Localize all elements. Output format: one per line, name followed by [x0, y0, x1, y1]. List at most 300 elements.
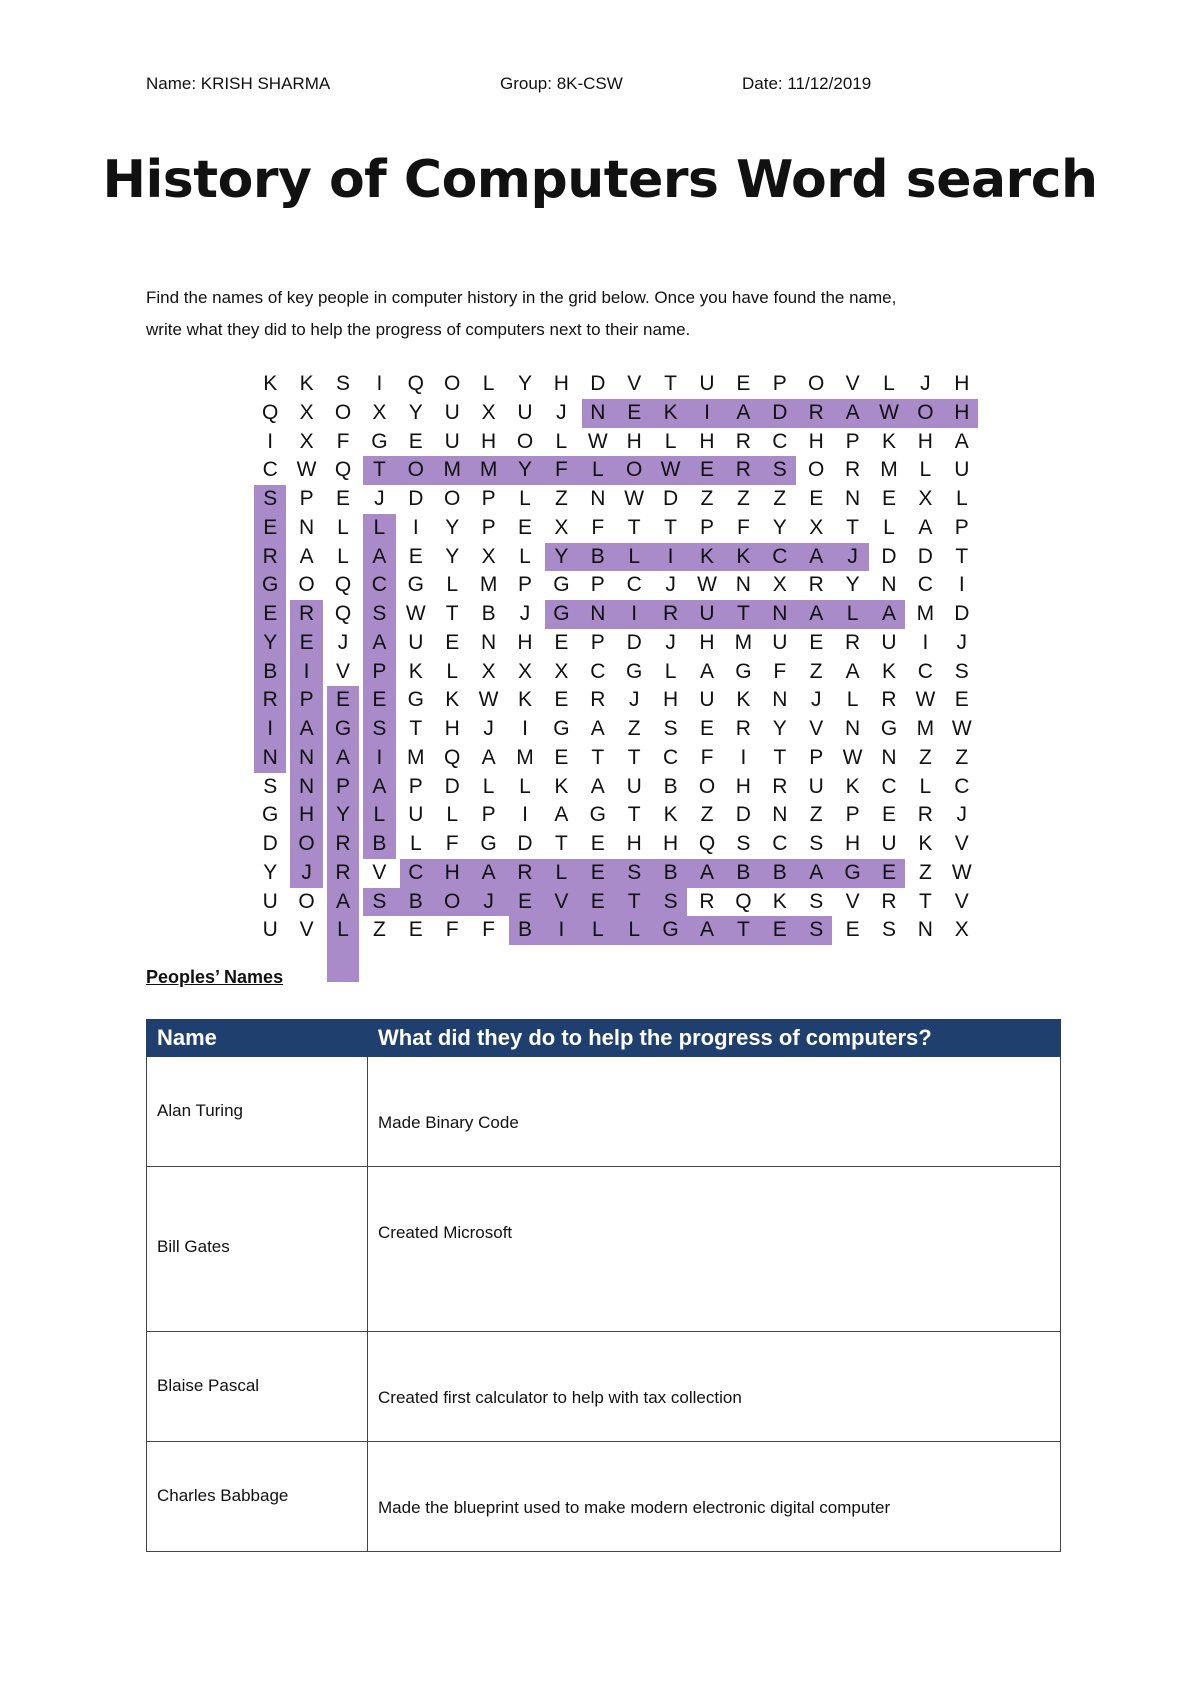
- grid-letter[interactable]: U: [881, 630, 897, 654]
- grid-letter[interactable]: H: [699, 429, 715, 453]
- grid-letter[interactable]: W: [296, 458, 317, 482]
- grid-letter[interactable]: X: [299, 400, 314, 424]
- grid-letter[interactable]: L: [446, 573, 459, 597]
- grid-letter[interactable]: G: [262, 573, 279, 597]
- grid-letter[interactable]: C: [881, 774, 897, 798]
- grid-letter[interactable]: U: [699, 372, 715, 395]
- grid-letter[interactable]: T: [918, 889, 932, 913]
- grid-letter[interactable]: G: [626, 659, 643, 683]
- grid-letter[interactable]: H: [517, 630, 533, 654]
- grid-letter[interactable]: W: [842, 745, 863, 769]
- grid-letter[interactable]: I: [522, 803, 528, 827]
- grid-letter[interactable]: X: [772, 573, 787, 597]
- grid-letter[interactable]: E: [627, 400, 642, 424]
- grid-letter[interactable]: F: [336, 429, 350, 453]
- grid-letter[interactable]: K: [517, 688, 532, 712]
- grid-letter[interactable]: M: [916, 602, 935, 625]
- grid-letter[interactable]: K: [663, 400, 678, 424]
- grid-letter[interactable]: D: [735, 803, 751, 827]
- grid-letter[interactable]: A: [299, 544, 314, 568]
- grid-letter[interactable]: C: [772, 544, 788, 568]
- grid-letter[interactable]: J: [956, 803, 968, 827]
- grid-letter[interactable]: F: [591, 515, 605, 539]
- grid-letter[interactable]: G: [553, 573, 570, 597]
- grid-letter[interactable]: A: [809, 544, 824, 568]
- grid-letter[interactable]: U: [408, 803, 424, 827]
- grid-letter[interactable]: N: [735, 573, 751, 597]
- grid-letter[interactable]: L: [446, 659, 459, 683]
- grid-letter[interactable]: A: [845, 659, 860, 683]
- grid-letter[interactable]: C: [772, 832, 788, 855]
- grid-letter[interactable]: A: [809, 602, 824, 625]
- grid-letter[interactable]: J: [847, 544, 858, 568]
- grid-letter[interactable]: H: [917, 429, 933, 453]
- grid-letter[interactable]: S: [372, 717, 387, 740]
- grid-letter[interactable]: O: [444, 889, 461, 913]
- grid-letter[interactable]: R: [845, 630, 861, 654]
- grid-letter[interactable]: M: [479, 458, 498, 482]
- grid-letter[interactable]: J: [483, 717, 494, 740]
- grid-letter[interactable]: P: [772, 372, 787, 395]
- grid-letter[interactable]: N: [299, 745, 315, 769]
- grid-letter[interactable]: G: [407, 573, 424, 597]
- grid-letter[interactable]: U: [262, 889, 278, 913]
- grid-letter[interactable]: M: [479, 573, 498, 597]
- contribution-cell[interactable]: [368, 1167, 1061, 1332]
- grid-letter[interactable]: C: [371, 573, 387, 597]
- grid-letter[interactable]: F: [445, 832, 459, 855]
- grid-letter[interactable]: L: [591, 918, 604, 942]
- grid-letter[interactable]: B: [517, 918, 532, 942]
- grid-letter[interactable]: Z: [918, 860, 932, 884]
- grid-letter[interactable]: L: [482, 372, 495, 395]
- grid-letter[interactable]: A: [954, 429, 969, 453]
- grid-letter[interactable]: G: [880, 717, 898, 740]
- grid-letter[interactable]: S: [627, 860, 642, 884]
- grid-letter[interactable]: C: [954, 774, 970, 798]
- grid-letter[interactable]: Y: [408, 400, 423, 424]
- grid-letter[interactable]: E: [699, 717, 714, 740]
- grid-letter[interactable]: O: [917, 400, 934, 424]
- grid-letter[interactable]: W: [915, 688, 936, 712]
- grid-letter[interactable]: D: [444, 774, 460, 798]
- grid-letter[interactable]: M: [880, 458, 898, 482]
- grid-letter[interactable]: V: [335, 659, 350, 683]
- grid-letter[interactable]: S: [772, 458, 787, 482]
- grid-letter[interactable]: R: [663, 602, 679, 625]
- grid-letter[interactable]: L: [919, 458, 932, 482]
- grid-letter[interactable]: N: [772, 803, 788, 827]
- grid-letter[interactable]: O: [626, 458, 643, 482]
- grid-letter[interactable]: Z: [809, 659, 823, 683]
- grid-letter[interactable]: Z: [700, 487, 714, 510]
- grid-letter[interactable]: E: [736, 372, 751, 395]
- grid-letter[interactable]: H: [626, 429, 642, 453]
- grid-letter[interactable]: A: [372, 774, 387, 798]
- grid-letter[interactable]: L: [337, 515, 349, 539]
- grid-letter[interactable]: J: [519, 602, 531, 625]
- grid-letter[interactable]: C: [408, 860, 424, 884]
- grid-letter[interactable]: P: [517, 573, 532, 597]
- grid-letter[interactable]: B: [772, 860, 787, 884]
- grid-letter[interactable]: Y: [554, 544, 569, 568]
- grid-letter[interactable]: I: [631, 602, 638, 625]
- grid-letter[interactable]: I: [704, 400, 710, 424]
- grid-letter[interactable]: Z: [372, 918, 386, 942]
- grid-letter[interactable]: H: [444, 717, 460, 740]
- grid-letter[interactable]: E: [590, 860, 605, 884]
- grid-letter[interactable]: H: [808, 429, 824, 453]
- grid-letter[interactable]: J: [337, 630, 349, 654]
- grid-letter[interactable]: H: [954, 400, 970, 424]
- grid-letter[interactable]: N: [299, 774, 315, 798]
- grid-letter[interactable]: J: [665, 630, 676, 654]
- grid-letter[interactable]: U: [808, 774, 824, 798]
- grid-letter[interactable]: R: [917, 803, 933, 827]
- grid-letter[interactable]: K: [699, 544, 714, 568]
- grid-letter[interactable]: J: [301, 860, 312, 884]
- grid-letter[interactable]: Y: [263, 630, 278, 654]
- grid-letter[interactable]: L: [446, 803, 459, 827]
- grid-letter[interactable]: J: [920, 372, 931, 395]
- grid-letter[interactable]: L: [373, 803, 386, 827]
- grid-letter[interactable]: T: [664, 372, 677, 395]
- grid-letter[interactable]: M: [443, 458, 461, 482]
- grid-letter[interactable]: K: [736, 544, 751, 568]
- grid-letter[interactable]: S: [809, 889, 824, 913]
- grid-letter[interactable]: T: [554, 832, 568, 855]
- grid-letter[interactable]: U: [444, 400, 460, 424]
- grid-letter[interactable]: N: [881, 745, 897, 769]
- grid-letter[interactable]: Z: [554, 487, 568, 510]
- grid-letter[interactable]: V: [627, 372, 642, 395]
- grid-letter[interactable]: R: [735, 458, 751, 482]
- grid-letter[interactable]: L: [482, 774, 495, 798]
- grid-letter[interactable]: E: [517, 515, 532, 539]
- grid-letter[interactable]: E: [590, 832, 605, 855]
- grid-letter[interactable]: A: [918, 515, 933, 539]
- grid-letter[interactable]: D: [262, 832, 278, 855]
- grid-letter[interactable]: Q: [444, 745, 461, 769]
- grid-letter[interactable]: B: [408, 889, 423, 913]
- grid-letter[interactable]: F: [482, 918, 495, 942]
- grid-letter[interactable]: P: [335, 774, 350, 798]
- grid-letter[interactable]: T: [445, 602, 459, 625]
- grid-letter[interactable]: P: [845, 803, 860, 827]
- grid-letter[interactable]: V: [554, 889, 569, 913]
- grid-letter[interactable]: C: [663, 745, 679, 769]
- grid-letter[interactable]: K: [445, 688, 460, 712]
- grid-letter[interactable]: Y: [772, 515, 787, 539]
- grid-letter[interactable]: S: [263, 774, 278, 798]
- grid-letter[interactable]: O: [334, 400, 352, 424]
- grid-letter[interactable]: B: [663, 860, 678, 884]
- grid-letter[interactable]: P: [845, 429, 860, 453]
- grid-letter[interactable]: W: [405, 602, 426, 625]
- grid-letter[interactable]: H: [954, 372, 970, 395]
- grid-letter[interactable]: L: [919, 774, 932, 798]
- grid-letter[interactable]: Y: [517, 372, 532, 395]
- grid-letter[interactable]: L: [373, 515, 386, 539]
- grid-letter[interactable]: A: [372, 630, 387, 654]
- grid-letter[interactable]: N: [772, 688, 788, 712]
- grid-letter[interactable]: L: [883, 372, 895, 395]
- grid-letter[interactable]: R: [262, 688, 278, 712]
- grid-letter[interactable]: P: [481, 487, 496, 510]
- grid-letter[interactable]: L: [519, 774, 531, 798]
- grid-letter[interactable]: J: [374, 487, 385, 510]
- grid-letter[interactable]: E: [699, 458, 714, 482]
- grid-letter[interactable]: X: [554, 659, 569, 683]
- grid-letter[interactable]: G: [262, 803, 279, 827]
- grid-letter[interactable]: G: [589, 803, 606, 827]
- grid-letter[interactable]: U: [408, 630, 424, 654]
- grid-letter[interactable]: N: [845, 717, 861, 740]
- grid-letter[interactable]: E: [881, 803, 896, 827]
- grid-letter[interactable]: E: [408, 429, 423, 453]
- grid-letter[interactable]: A: [335, 889, 350, 913]
- grid-letter[interactable]: A: [372, 544, 387, 568]
- grid-letter[interactable]: T: [627, 745, 641, 769]
- grid-letter[interactable]: J: [956, 630, 968, 654]
- grid-letter[interactable]: Q: [334, 573, 352, 597]
- grid-letter[interactable]: S: [335, 372, 350, 395]
- grid-letter[interactable]: D: [626, 630, 642, 654]
- grid-letter[interactable]: K: [881, 659, 896, 683]
- grid-letter[interactable]: T: [773, 745, 787, 769]
- grid-letter[interactable]: S: [372, 889, 387, 913]
- grid-letter[interactable]: T: [591, 745, 605, 769]
- grid-letter[interactable]: G: [334, 717, 352, 740]
- grid-letter[interactable]: R: [845, 458, 861, 482]
- grid-letter[interactable]: X: [372, 400, 387, 424]
- grid-letter[interactable]: L: [519, 544, 531, 568]
- grid-letter[interactable]: C: [590, 659, 606, 683]
- grid-letter[interactable]: L: [337, 544, 349, 568]
- grid-letter[interactable]: M: [407, 745, 425, 769]
- grid-letter[interactable]: K: [263, 372, 278, 395]
- grid-letter[interactable]: P: [699, 515, 714, 539]
- grid-letter[interactable]: I: [740, 745, 747, 769]
- grid-letter[interactable]: U: [772, 630, 788, 654]
- grid-letter[interactable]: J: [556, 400, 567, 424]
- grid-letter[interactable]: Q: [407, 372, 424, 395]
- grid-letter[interactable]: A: [699, 860, 714, 884]
- grid-letter[interactable]: E: [445, 630, 460, 654]
- grid-letter[interactable]: F: [700, 745, 714, 769]
- grid-letter[interactable]: L: [519, 487, 531, 510]
- grid-letter[interactable]: E: [590, 889, 605, 913]
- grid-letter[interactable]: K: [736, 688, 751, 712]
- grid-letter[interactable]: L: [664, 429, 677, 453]
- grid-letter[interactable]: K: [845, 774, 860, 798]
- grid-letter[interactable]: H: [663, 832, 679, 855]
- grid-letter[interactable]: E: [809, 630, 824, 654]
- grid-letter[interactable]: G: [662, 918, 679, 942]
- grid-letter[interactable]: W: [587, 429, 608, 453]
- grid-letter[interactable]: M: [516, 745, 534, 769]
- grid-letter[interactable]: E: [517, 889, 532, 913]
- grid-letter[interactable]: E: [772, 918, 787, 942]
- grid-letter[interactable]: Q: [735, 889, 752, 913]
- grid-letter[interactable]: L: [955, 487, 968, 510]
- grid-letter[interactable]: N: [881, 573, 897, 597]
- grid-letter[interactable]: P: [590, 573, 605, 597]
- grid-letter[interactable]: U: [262, 918, 278, 942]
- grid-letter[interactable]: A: [699, 659, 714, 683]
- grid-letter[interactable]: I: [376, 745, 383, 769]
- grid-letter[interactable]: Z: [700, 803, 714, 827]
- grid-letter[interactable]: V: [845, 889, 860, 913]
- grid-letter[interactable]: Y: [517, 458, 532, 482]
- grid-letter[interactable]: K: [881, 429, 896, 453]
- grid-letter[interactable]: X: [554, 515, 569, 539]
- grid-letter[interactable]: Z: [918, 745, 932, 769]
- grid-letter[interactable]: J: [628, 688, 640, 712]
- grid-letter[interactable]: E: [335, 487, 350, 510]
- grid-letter[interactable]: E: [372, 688, 387, 712]
- grid-letter[interactable]: R: [808, 400, 824, 424]
- grid-letter[interactable]: X: [481, 544, 496, 568]
- grid-letter[interactable]: Q: [334, 602, 352, 625]
- grid-letter[interactable]: T: [736, 602, 750, 625]
- grid-letter[interactable]: P: [299, 487, 314, 510]
- grid-letter[interactable]: O: [444, 487, 461, 510]
- grid-letter[interactable]: C: [917, 659, 933, 683]
- grid-letter[interactable]: H: [553, 372, 569, 395]
- grid-letter[interactable]: L: [628, 918, 641, 942]
- grid-letter[interactable]: S: [372, 602, 387, 625]
- grid-letter[interactable]: A: [590, 717, 605, 740]
- grid-letter[interactable]: Q: [262, 400, 279, 424]
- grid-letter[interactable]: Z: [773, 487, 787, 510]
- grid-letter[interactable]: P: [299, 688, 314, 712]
- grid-letter[interactable]: O: [298, 573, 315, 597]
- grid-letter[interactable]: R: [881, 688, 897, 712]
- grid-letter[interactable]: H: [299, 803, 315, 827]
- grid-letter[interactable]: N: [481, 630, 497, 654]
- grid-letter[interactable]: Z: [627, 717, 641, 740]
- grid-letter[interactable]: V: [845, 372, 860, 395]
- grid-letter[interactable]: O: [516, 429, 534, 453]
- grid-letter[interactable]: E: [408, 544, 423, 568]
- grid-letter[interactable]: O: [444, 372, 461, 395]
- grid-letter[interactable]: V: [809, 717, 824, 740]
- grid-letter[interactable]: T: [372, 458, 386, 482]
- grid-letter[interactable]: G: [735, 659, 752, 683]
- grid-letter[interactable]: K: [663, 803, 678, 827]
- grid-letter[interactable]: O: [808, 372, 825, 395]
- grid-letter[interactable]: N: [590, 487, 606, 510]
- grid-letter[interactable]: R: [299, 602, 315, 625]
- grid-letter[interactable]: Y: [263, 860, 278, 884]
- grid-letter[interactable]: Z: [955, 745, 969, 769]
- grid-letter[interactable]: V: [372, 860, 387, 884]
- grid-letter[interactable]: U: [626, 774, 642, 798]
- grid-letter[interactable]: P: [372, 659, 387, 683]
- grid-letter[interactable]: S: [736, 832, 751, 855]
- grid-letter[interactable]: A: [481, 745, 496, 769]
- grid-letter[interactable]: T: [409, 717, 423, 740]
- contribution-cell[interactable]: [368, 1442, 1061, 1552]
- grid-letter[interactable]: R: [881, 889, 897, 913]
- grid-letter[interactable]: F: [554, 458, 568, 482]
- grid-letter[interactable]: A: [809, 860, 824, 884]
- grid-letter[interactable]: Q: [698, 832, 716, 855]
- grid-letter[interactable]: R: [590, 688, 606, 712]
- grid-letter[interactable]: R: [517, 860, 533, 884]
- grid-letter[interactable]: I: [922, 630, 929, 654]
- grid-letter[interactable]: A: [481, 860, 496, 884]
- grid-letter[interactable]: G: [553, 602, 570, 625]
- grid-letter[interactable]: G: [371, 429, 388, 453]
- grid-letter[interactable]: W: [660, 458, 681, 482]
- grid-letter[interactable]: X: [954, 918, 969, 942]
- grid-letter[interactable]: L: [664, 659, 677, 683]
- grid-letter[interactable]: V: [954, 832, 969, 855]
- grid-letter[interactable]: B: [736, 860, 751, 884]
- grid-letter[interactable]: K: [408, 659, 423, 683]
- grid-letter[interactable]: E: [954, 688, 969, 712]
- grid-letter[interactable]: O: [298, 832, 315, 855]
- grid-letter[interactable]: J: [810, 688, 822, 712]
- grid-letter[interactable]: A: [736, 400, 751, 424]
- grid-letter[interactable]: L: [846, 602, 859, 625]
- grid-letter[interactable]: H: [845, 832, 861, 855]
- grid-letter[interactable]: U: [699, 688, 715, 712]
- grid-letter[interactable]: U: [699, 602, 715, 625]
- grid-letter[interactable]: R: [772, 774, 788, 798]
- grid-letter[interactable]: O: [407, 458, 424, 482]
- grid-letter[interactable]: Y: [335, 803, 350, 827]
- grid-letter[interactable]: D: [772, 400, 788, 424]
- grid-letter[interactable]: H: [481, 429, 497, 453]
- grid-letter[interactable]: P: [954, 515, 969, 539]
- grid-letter[interactable]: G: [844, 860, 861, 884]
- grid-letter[interactable]: E: [263, 515, 278, 539]
- grid-letter[interactable]: L: [337, 918, 349, 942]
- grid-letter[interactable]: U: [881, 832, 897, 855]
- grid-letter[interactable]: L: [846, 688, 859, 712]
- grid-letter[interactable]: M: [734, 630, 753, 654]
- grid-letter[interactable]: P: [809, 745, 824, 769]
- grid-letter[interactable]: R: [335, 832, 351, 855]
- grid-letter[interactable]: T: [736, 918, 750, 942]
- grid-letter[interactable]: N: [845, 487, 861, 510]
- grid-letter[interactable]: X: [299, 429, 314, 453]
- grid-letter[interactable]: N: [917, 918, 933, 942]
- grid-letter[interactable]: E: [809, 487, 824, 510]
- grid-letter[interactable]: G: [480, 832, 497, 855]
- grid-letter[interactable]: T: [955, 544, 969, 568]
- grid-letter[interactable]: U: [954, 458, 970, 482]
- grid-letter[interactable]: N: [772, 602, 788, 625]
- grid-letter[interactable]: E: [263, 602, 278, 625]
- grid-letter[interactable]: L: [409, 832, 422, 855]
- grid-letter[interactable]: A: [554, 803, 569, 827]
- grid-letter[interactable]: S: [881, 918, 896, 942]
- grid-letter[interactable]: E: [881, 860, 896, 884]
- grid-letter[interactable]: A: [845, 400, 860, 424]
- grid-letter[interactable]: S: [954, 659, 969, 683]
- grid-letter[interactable]: I: [522, 717, 528, 740]
- grid-letter[interactable]: Y: [772, 717, 787, 740]
- grid-letter[interactable]: B: [663, 774, 678, 798]
- grid-letter[interactable]: B: [481, 602, 496, 625]
- grid-letter[interactable]: T: [627, 889, 641, 913]
- grid-letter[interactable]: S: [663, 889, 678, 913]
- grid-letter[interactable]: I: [412, 515, 419, 539]
